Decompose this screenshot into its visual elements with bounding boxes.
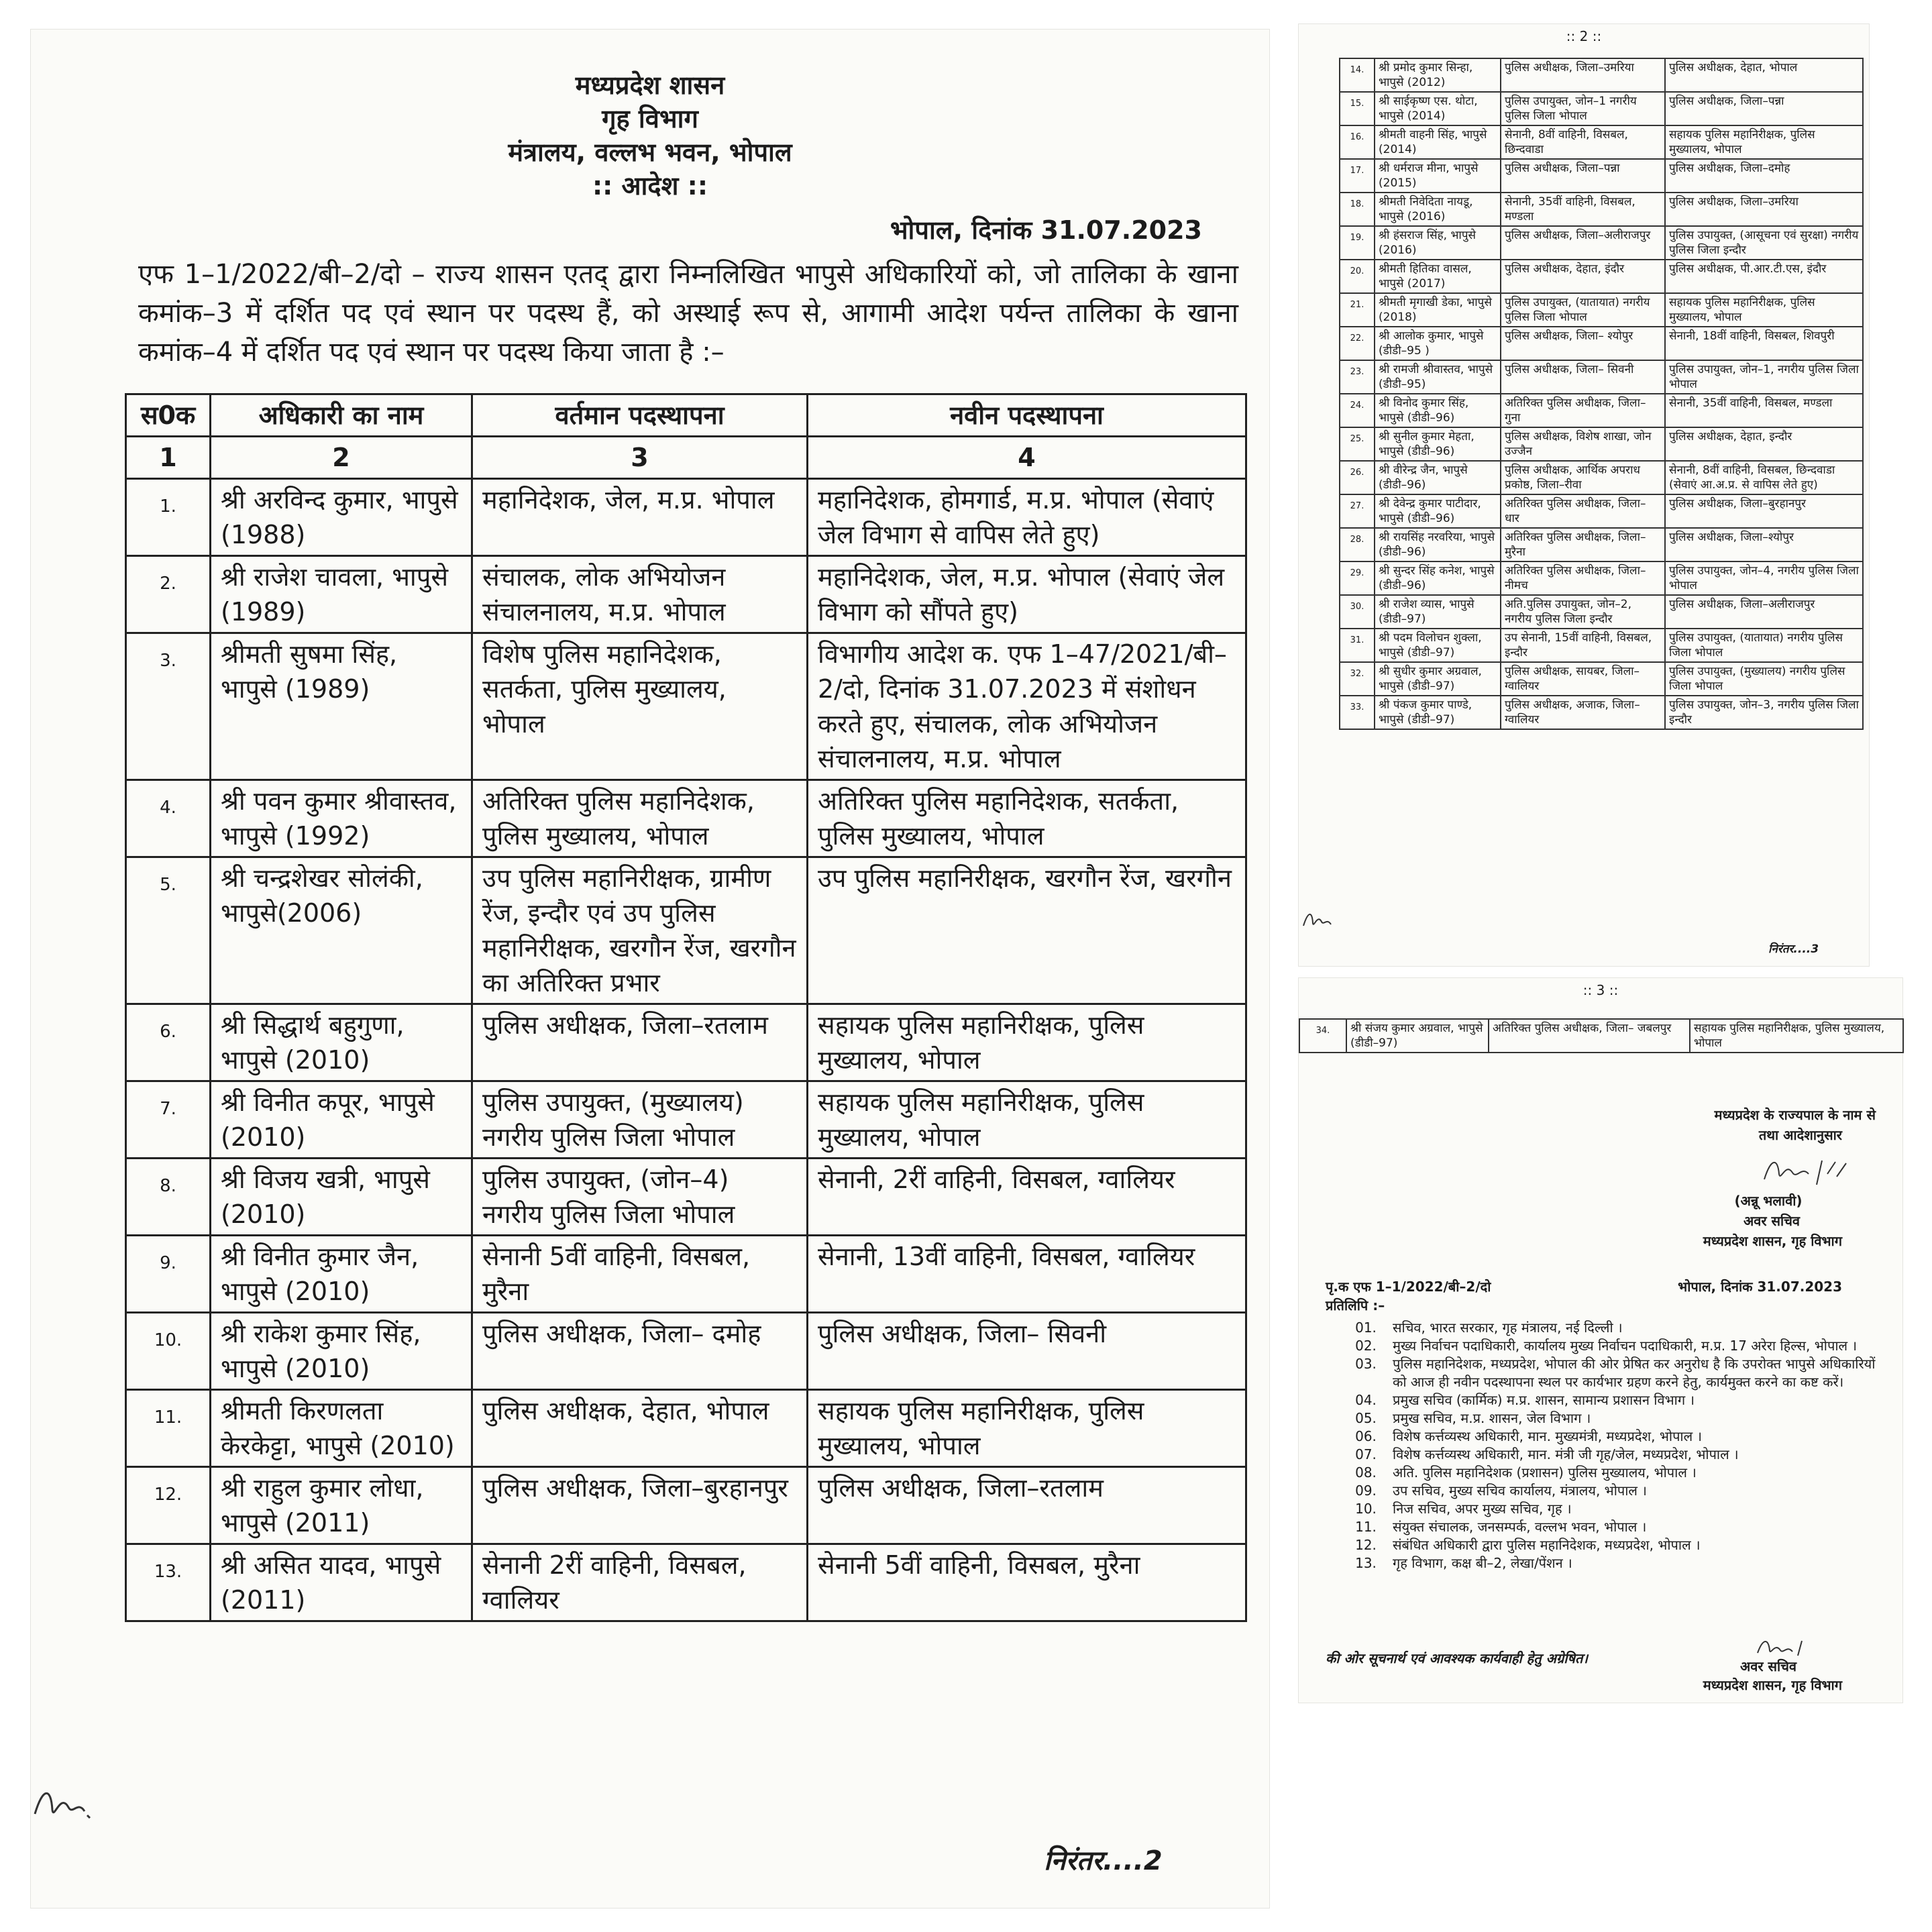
current-posting: संचालक, लोक अभियोजन संचालनालय, म.प्र. भोपाल xyxy=(472,556,808,633)
new-posting: सेनानी 5वीं वाहिनी, विसबल, मुरैना xyxy=(808,1544,1246,1621)
current-posting: पुलिस अधीक्षक, जिला–पन्ना xyxy=(1501,159,1665,193)
officer-name: श्री आलोक कुमार, भापुसे (डीडी–95 ) xyxy=(1375,327,1501,360)
table-row xyxy=(1340,92,1863,125)
row-serial: 26. xyxy=(1340,461,1375,494)
new-posting: पुलिस अधीक्षक, जिला–उमरिया xyxy=(1665,193,1863,226)
list-item xyxy=(1339,1500,1889,1518)
col-head-new-posting: नवीन पदस्थापना xyxy=(808,394,1246,437)
table-row xyxy=(1340,193,1863,226)
new-posting: सहायक पुलिस महानिरीक्षक, पुलिस मुख्यालय, भोपाल xyxy=(808,1081,1246,1159)
header-order-title: :: आदेश :: xyxy=(592,171,708,201)
current-posting: पुलिस अधीक्षक, अजाक, जिला–ग्वालियर xyxy=(1501,696,1665,729)
posting-table-page-2 xyxy=(1339,58,1864,730)
continued-marker: निरंतर....2 xyxy=(1044,1845,1163,1876)
col-head-current-posting: वर्तमान पदस्थापना xyxy=(472,394,808,437)
list-item-number: 12. xyxy=(1355,1537,1377,1553)
current-posting: अतिरिक्त पुलिस महानिदेशक, पुलिस मुख्यालय, भोपाल xyxy=(472,780,808,857)
order-page-2 xyxy=(1299,24,1869,966)
current-posting: पुलिस अधीक्षक, जिला–अलीराजपुर xyxy=(1501,226,1665,260)
list-item-text: संयुक्त संचालक, जनसम्पर्क, वल्लभ भवन, भोपाल । xyxy=(1393,1519,1647,1535)
current-posting: सेनानी 2रीं वाहिनी, विसबल, ग्वालियर xyxy=(472,1544,808,1621)
header-address: मंत्रालय, वल्लभ भवन, भोपाल xyxy=(508,138,792,167)
table-row xyxy=(1340,360,1863,394)
current-posting: अतिरिक्त पुलिस अधीक्षक, जिला– जबलपुर xyxy=(1489,1019,1690,1053)
list-item-number: 13. xyxy=(1355,1555,1377,1571)
governor-line-2: तथा आदेशानुसार xyxy=(1758,1127,1842,1143)
new-posting: सहायक पुलिस महानिरीक्षक, पुलिस मुख्यालय, भोपाल xyxy=(1665,125,1863,159)
officer-name: श्री विनोद कुमार सिंह, भापुसे (डीडी–96) xyxy=(1375,394,1501,427)
list-item-text: मुख्य निर्वाचन पदाधिकारी, कार्यालय मुख्य निर्वाचन पदाधिकारी, म.प्र. 17 अरेरा हिल्स, भोपाल । xyxy=(1393,1338,1858,1354)
signature-icon xyxy=(1762,1154,1862,1190)
col-number: 4 xyxy=(808,437,1246,479)
table-row xyxy=(126,1081,1246,1159)
table-row xyxy=(126,556,1246,633)
new-posting: अतिरिक्त पुलिस महानिदेशक, सतर्कता, पुलिस मुख्यालय, भोपाल xyxy=(808,780,1246,857)
header-state: मध्यप्रदेश शासन xyxy=(575,70,725,100)
signer-name: (अन्नू भलावी) xyxy=(1734,1193,1803,1209)
row-serial: 10. xyxy=(126,1313,211,1390)
table-row xyxy=(1340,629,1863,662)
initials-signature-icon xyxy=(1301,908,1339,935)
current-posting: अतिरिक्त पुलिस अधीक्षक, जिला– गुना xyxy=(1501,394,1665,427)
table-row xyxy=(1340,494,1863,528)
row-serial: 32. xyxy=(1340,662,1375,696)
list-item-number: 02. xyxy=(1355,1338,1377,1354)
current-posting: सेनानी, 8वीं वाहिनी, विसबल, छिन्दवाडा xyxy=(1501,125,1665,159)
list-item-text: गृह विभाग, कक्ष बी–2, लेखा/पेंशन । xyxy=(1393,1555,1572,1571)
row-serial: 31. xyxy=(1340,629,1375,662)
list-item-text: प्रमुख सचिव (कार्मिक) म.प्र. शासन, सामान्य प्रशासन विभाग । xyxy=(1393,1392,1695,1408)
row-serial: 23. xyxy=(1340,360,1375,394)
list-item xyxy=(1339,1409,1889,1428)
list-item-text: उप सचिव, मुख्य सचिव कार्यालय, मंत्रालय, भोपाल । xyxy=(1393,1483,1647,1499)
signer-department: मध्यप्रदेश शासन, गृह विभाग xyxy=(1703,1233,1842,1249)
list-item xyxy=(1339,1319,1889,1337)
col-head-officer-name: अधिकारी का नाम xyxy=(211,394,472,437)
officer-name: श्री चन्द्रशेखर सोलंकी, भापुसे(2006) xyxy=(211,857,472,1004)
officer-name: श्री पदम विलोचन शुक्ला, भापुसे (डीडी–97) xyxy=(1375,629,1501,662)
continued-marker: निरंतर....3 xyxy=(1768,943,1819,956)
copy-to-label: प्रतिलिपि :– xyxy=(1326,1297,1385,1313)
officer-name: श्री विनीत कुमार जैन, भापुसे (2010) xyxy=(211,1236,472,1313)
table-row xyxy=(126,1004,1246,1081)
list-item-number: 01. xyxy=(1355,1320,1377,1336)
list-item-text: निज सचिव, अपर मुख्य सचिव, गृह । xyxy=(1393,1501,1572,1517)
table-row xyxy=(1340,58,1863,92)
table-row xyxy=(1340,260,1863,293)
officer-name: श्री सिद्धार्थ बहुगुणा, भापुसे (2010) xyxy=(211,1004,472,1081)
table-row xyxy=(126,857,1246,1004)
order-page-3 xyxy=(1299,978,1902,1703)
row-serial: 16. xyxy=(1340,125,1375,159)
officer-name: श्री वीरेन्द्र जैन, भापुसे (डीडी–96) xyxy=(1375,461,1501,494)
list-item xyxy=(1339,1337,1889,1355)
table-row xyxy=(126,1390,1246,1467)
new-posting: पुलिस अधीक्षक, पी.आर.टी.एस, इंदौर xyxy=(1665,260,1863,293)
new-posting: पुलिस अधीक्षक, जिला–रतलाम xyxy=(808,1467,1246,1544)
table-row xyxy=(126,1313,1246,1390)
officer-name: श्री राजेश चावला, भापुसे (1989) xyxy=(211,556,472,633)
row-serial: 20. xyxy=(1340,260,1375,293)
current-posting: पुलिस अधीक्षक, आर्थिक अपराध प्रकोष्ठ, जिला–रीवा xyxy=(1501,461,1665,494)
current-posting: उप पुलिस महानिरीक्षक, ग्रामीण रेंज, इन्दौर एवं उप पुलिस महानिरीक्षक, खरगौन रेंज, खरगौन का अतिरिक्त प्रभार xyxy=(472,857,808,1004)
new-posting: सेनानी, 35वीं वाहिनी, विसबल, मण्डला xyxy=(1665,394,1863,427)
table-row xyxy=(1340,595,1863,629)
officer-name: श्री सुन्दर सिंह कनेश, भापुसे (डीडी–96) xyxy=(1375,561,1501,595)
table-row xyxy=(126,633,1246,780)
row-serial: 9. xyxy=(126,1236,211,1313)
signer-department-2: मध्यप्रदेश शासन, गृह विभाग xyxy=(1703,1677,1842,1693)
table-row xyxy=(1340,561,1863,595)
new-posting: महानिदेशक, होमगार्ड, म.प्र. भोपाल (सेवाएं जेल विभाग से वापिस लेते हुए) xyxy=(808,479,1246,556)
new-posting: पुलिस अधीक्षक, देहात, इन्दौर xyxy=(1665,427,1863,461)
table-row xyxy=(126,1236,1246,1313)
governor-line-1: मध्यप्रदेश के राज्यपाल के नाम से xyxy=(1714,1107,1876,1123)
officer-name: श्री रामजी श्रीवास्तव, भापुसे (डीडी–95) xyxy=(1375,360,1501,394)
new-posting: महानिदेशक, जेल, म.प्र. भोपाल (सेवाएं जेल विभाग को सौंपते हुए) xyxy=(808,556,1246,633)
current-posting: विशेष पुलिस महानिदेशक, सतर्कता, पुलिस मुख्यालय, भोपाल xyxy=(472,633,808,780)
current-posting: अति.पुलिस उपायुक्त, जोन–2, नगरीय पुलिस जिला इन्दौर xyxy=(1501,595,1665,629)
officer-name: श्री रायसिंह नरवरिया, भापुसे (डीडी–96) xyxy=(1375,528,1501,561)
list-item xyxy=(1339,1536,1889,1554)
row-serial: 18. xyxy=(1340,193,1375,226)
list-item xyxy=(1339,1355,1889,1391)
list-item xyxy=(1339,1518,1889,1536)
posting-table-page-1 xyxy=(125,393,1247,1622)
list-item xyxy=(1339,1554,1889,1572)
row-serial: 7. xyxy=(126,1081,211,1159)
new-posting: पुलिस उपायुक्त, (यातायात) नगरीय पुलिस जिला भोपाल xyxy=(1665,629,1863,662)
new-posting: पुलिस उपायुक्त, जोन–4, नगरीय पुलिस जिला भोपाल xyxy=(1665,561,1863,595)
new-posting: पुलिस अधीक्षक, देहात, भोपाल xyxy=(1665,58,1863,92)
list-item-text: विशेष कर्त्तव्यस्थ अधिकारी, मान. मुख्यमंत्री, मध्यप्रदेश, भोपाल । xyxy=(1393,1428,1703,1444)
list-item-number: 09. xyxy=(1355,1483,1377,1499)
officer-name: श्रीमती मृगाखी डेका, भापुसे (2018) xyxy=(1375,293,1501,327)
current-posting: उप सेनानी, 15वीं वाहिनी, विसबल, इन्दौर xyxy=(1501,629,1665,662)
row-serial: 29. xyxy=(1340,561,1375,595)
new-posting: सेनानी, 18वीं वाहिनी, विसबल, शिवपुरी xyxy=(1665,327,1863,360)
row-serial: 13. xyxy=(126,1544,211,1621)
list-item-text: सचिव, भारत सरकार, गृह मंत्रालय, नई दिल्ली । xyxy=(1393,1320,1623,1336)
current-posting: पुलिस अधीक्षक, जिला–उमरिया xyxy=(1501,58,1665,92)
new-posting: सेनानी, 2रीं वाहिनी, विसबल, ग्वालियर xyxy=(808,1159,1246,1236)
officer-name: श्री सुनील कुमार मेहता, भापुसे (डीडी–96) xyxy=(1375,427,1501,461)
new-posting: पुलिस अधीक्षक, जिला–श्योपुर xyxy=(1665,528,1863,561)
header-department: गृह विभाग xyxy=(602,104,698,133)
list-item-number: 08. xyxy=(1355,1464,1377,1481)
row-serial: 5. xyxy=(126,857,211,1004)
table-row xyxy=(126,1467,1246,1544)
new-posting: पुलिस उपायुक्त, (आसूचना एवं सुरक्षा) नगरीय पुलिस जिला इन्दौर xyxy=(1665,226,1863,260)
row-serial: 25. xyxy=(1340,427,1375,461)
officer-name: श्री असित यादव, भापुसे (2011) xyxy=(211,1544,472,1621)
officer-name: श्री प्रमोद कुमार सिन्हा, भापुसे (2012) xyxy=(1375,58,1501,92)
row-serial: 15. xyxy=(1340,92,1375,125)
endorsement-date: भोपाल, दिनांक 31.07.2023 xyxy=(1678,1279,1842,1295)
table-row xyxy=(1340,427,1863,461)
officer-name: श्री सुधीर कुमार अग्रवाल, भापुसे (डीडी–97) xyxy=(1375,662,1501,696)
row-serial: 1. xyxy=(126,479,211,556)
new-posting: सेनानी, 13वीं वाहिनी, विसबल, ग्वालियर xyxy=(808,1236,1246,1313)
table-row xyxy=(1340,159,1863,193)
list-item-text: संबंधित अधिकारी द्वारा पुलिस महानिदेशक, मध्यप्रदेश, भोपाल । xyxy=(1393,1537,1701,1553)
row-serial: 14. xyxy=(1340,58,1375,92)
row-serial: 22. xyxy=(1340,327,1375,360)
row-serial: 34. xyxy=(1299,1019,1346,1053)
current-posting: पुलिस अधीक्षक, जिला–रतलाम xyxy=(472,1004,808,1081)
new-posting: सहायक पुलिस महानिरीक्षक, पुलिस मुख्यालय, भोपाल xyxy=(808,1390,1246,1467)
posting-table-page-3 xyxy=(1299,1018,1904,1053)
officer-name: श्री राकेश कुमार सिंह, भापुसे (2010) xyxy=(211,1313,472,1390)
page-number: :: 2 :: xyxy=(1566,28,1602,44)
officer-name: श्री राजेश व्यास, भापुसे (डीडी–97) xyxy=(1375,595,1501,629)
list-item-text: प्रमुख सचिव, म.प्र. शासन, जेल विभाग । xyxy=(1393,1410,1591,1426)
signer-post-2: अवर सचिव xyxy=(1739,1658,1797,1674)
table-row xyxy=(1340,662,1863,696)
list-item xyxy=(1339,1391,1889,1409)
current-posting: पुलिस उपायुक्त, (यातायात) नगरीय पुलिस जिला भोपाल xyxy=(1501,293,1665,327)
officer-name: श्रीमती वाहनी सिंह, भापुसे (2014) xyxy=(1375,125,1501,159)
current-posting: अतिरिक्त पुलिस अधीक्षक, जिला– मुरैना xyxy=(1501,528,1665,561)
table-row xyxy=(1340,461,1863,494)
officer-name: श्रीमती किरणलता केरकेट्टा, भापुसे (2010) xyxy=(211,1390,472,1467)
current-posting: सेनानी, 35वीं वाहिनी, विसबल, मण्डला xyxy=(1501,193,1665,226)
current-posting: पुलिस अधीक्षक, सायबर, जिला–ग्वालियर xyxy=(1501,662,1665,696)
new-posting: विभागीय आदेश क. एफ 1–47/2021/बी–2/दो, दिनांक 31.07.2023 में संशोधन करते हुए, संचालक, लोक अभियोजन संचालनालय, म.प्र. भोपाल xyxy=(808,633,1246,780)
row-serial: 21. xyxy=(1340,293,1375,327)
table-row xyxy=(126,1544,1246,1621)
table-row xyxy=(1340,327,1863,360)
row-serial: 28. xyxy=(1340,528,1375,561)
officer-name: श्री विजय खत्री, भापुसे (2010) xyxy=(211,1159,472,1236)
current-posting: पुलिस उपायुक्त, (जोन–4) नगरीय पुलिस जिला भोपाल xyxy=(472,1159,808,1236)
page-number: :: 3 :: xyxy=(1582,982,1619,998)
row-serial: 12. xyxy=(126,1467,211,1544)
table-row xyxy=(1340,293,1863,327)
new-posting: पुलिस अधीक्षक, जिला– सिवनी xyxy=(808,1313,1246,1390)
new-posting: पुलिस अधीक्षक, जिला–पन्ना xyxy=(1665,92,1863,125)
list-item xyxy=(1339,1446,1889,1464)
list-item xyxy=(1339,1464,1889,1482)
table-column-number-row xyxy=(126,437,1246,479)
officer-name: श्री पवन कुमार श्रीवास्तव, भापुसे (1992) xyxy=(211,780,472,857)
table-row xyxy=(126,479,1246,556)
list-item xyxy=(1339,1482,1889,1500)
col-number: 3 xyxy=(472,437,808,479)
row-serial: 33. xyxy=(1340,696,1375,729)
table-row xyxy=(1340,696,1863,729)
current-posting: पुलिस उपायुक्त, (मुख्यालय) नगरीय पुलिस जिला भोपाल xyxy=(472,1081,808,1159)
new-posting: सेनानी, 8वीं वाहिनी, विसबल, छिन्दवाडा (सेवाएं आ.अ.प्र. से वापिस लेते हुए) xyxy=(1665,461,1863,494)
officer-name: श्री अरविन्द कुमार, भापुसे (1988) xyxy=(211,479,472,556)
col-number: 2 xyxy=(211,437,472,479)
list-item-number: 11. xyxy=(1355,1519,1377,1535)
col-number: 1 xyxy=(126,437,211,479)
list-item-number: 05. xyxy=(1355,1410,1377,1426)
current-posting: महानिदेशक, जेल, म.प्र. भोपाल xyxy=(472,479,808,556)
copy-to-list xyxy=(1339,1319,1889,1572)
signer-post: अवर सचिव xyxy=(1743,1213,1801,1229)
officer-name: श्रीमती निवेदिता नायडू, भापुसे (2016) xyxy=(1375,193,1501,226)
order-date: भोपाल, दिनांक 31.07.2023 xyxy=(890,215,1202,245)
new-posting: पुलिस अधीक्षक, जिला–बुरहानपुर xyxy=(1665,494,1863,528)
officer-name: श्री देवेन्द्र कुमार पाटीदार, भापुसे (डीडी–96) xyxy=(1375,494,1501,528)
list-item-text: पुलिस महानिदेशक, मध्यप्रदेश, भोपाल की ओर प्रेषित कर अनुरोध है कि उपरोक्त भापुसे अधिकारियों को आज ही नवीन पदस्थापना स्थल पर कार्यभार ग्रहण करने हेतु, कार्यमुक्त करने का कष्ट करें। xyxy=(1393,1356,1876,1390)
order-intro-paragraph: एफ 1–1/2022/बी–2/दो – राज्य शासन एतद् द्वारा निम्नलिखित भापुसे अधिकारियों को, जो तालिका के खाना कमांक–3 में दर्शित पद एवं स्थान पर पदस्थ हैं, को अस्थाई रूप से, आगामी आदेश पर्यन्त तालिका के खाना कमांक–4 में दर्शित पद एवं स्थान पर पदस्थ किया जाता है :– xyxy=(138,259,1238,368)
endorsement-ref-no: पृ.क एफ 1–1/2022/बी–2/दो xyxy=(1326,1279,1491,1295)
list-item-number: 07. xyxy=(1355,1446,1377,1462)
row-serial: 27. xyxy=(1340,494,1375,528)
new-posting: पुलिस उपायुक्त, (मुख्यालय) नगरीय पुलिस जिला भोपाल xyxy=(1665,662,1863,696)
table-row xyxy=(1340,125,1863,159)
officer-name: श्री राहुल कुमार लोधा, भापुसे (2011) xyxy=(211,1467,472,1544)
row-serial: 24. xyxy=(1340,394,1375,427)
row-serial: 4. xyxy=(126,780,211,857)
list-item xyxy=(1339,1428,1889,1446)
table-row xyxy=(126,1159,1246,1236)
row-serial: 3. xyxy=(126,633,211,780)
officer-name: श्री विनीत कपूर, भापुसे (2010) xyxy=(211,1081,472,1159)
row-serial: 11. xyxy=(126,1390,211,1467)
current-posting: अतिरिक्त पुलिस अधीक्षक, जिला– नीमच xyxy=(1501,561,1665,595)
officer-name: श्रीमती हितिका वासल, भापुसे (2017) xyxy=(1375,260,1501,293)
table-row xyxy=(1299,1019,1903,1053)
table-row xyxy=(126,780,1246,857)
new-posting: सहायक पुलिस महानिरीक्षक, पुलिस मुख्यालय, भोपाल xyxy=(1690,1019,1903,1053)
officer-name: श्री संजय कुमार अग्रवाल, भापुसे (डीडी–97) xyxy=(1346,1019,1489,1053)
col-head-serial: स0क xyxy=(126,394,211,437)
list-item-number: 06. xyxy=(1355,1428,1377,1444)
list-item-number: 10. xyxy=(1355,1501,1377,1517)
current-posting: पुलिस अधीक्षक, जिला– सिवनी xyxy=(1501,360,1665,394)
table-header-row xyxy=(126,394,1246,437)
new-posting: पुलिस अधीक्षक, जिला–अलीराजपुर xyxy=(1665,595,1863,629)
list-item-number: 04. xyxy=(1355,1392,1377,1408)
table-row xyxy=(1340,226,1863,260)
new-posting: सहायक पुलिस महानिरीक्षक, पुलिस मुख्यालय, भोपाल xyxy=(1665,293,1863,327)
officer-name: श्री साईकृष्ण एस. थोटा, भापुसे (2014) xyxy=(1375,92,1501,125)
closing-line: की ओर सूचनार्थ एवं आवश्यक कार्यवाही हेतु अग्रेषित। xyxy=(1326,1650,1588,1666)
row-serial: 19. xyxy=(1340,226,1375,260)
list-item-text: अति. पुलिस महानिदेशक (प्रशासन) पुलिस मुख्यालय, भोपाल । xyxy=(1393,1464,1697,1481)
officer-name: श्रीमती सुषमा सिंह, भापुसे (1989) xyxy=(211,633,472,780)
new-posting: सहायक पुलिस महानिरीक्षक, पुलिस मुख्यालय, भोपाल xyxy=(808,1004,1246,1081)
current-posting: पुलिस अधीक्षक, जिला– दमोह xyxy=(472,1313,808,1390)
current-posting: पुलिस अधीक्षक, देहात, भोपाल xyxy=(472,1390,808,1467)
current-posting: पुलिस अधीक्षक, जिला–बुरहानपुर xyxy=(472,1467,808,1544)
row-serial: 8. xyxy=(126,1159,211,1236)
current-posting: पुलिस उपायुक्त, जोन–1 नगरीय पुलिस जिला भोपाल xyxy=(1501,92,1665,125)
initials-signature-icon xyxy=(31,1780,105,1835)
row-serial: 6. xyxy=(126,1004,211,1081)
table-row xyxy=(1340,528,1863,561)
new-posting: पुलिस अधीक्षक, जिला–दमोह xyxy=(1665,159,1863,193)
list-item-text: विशेष कर्त्तव्यस्थ अधिकारी, मान. मंत्री जी गृह/जेल, मध्यप्रदेश, भोपाल । xyxy=(1393,1446,1739,1462)
current-posting: सेनानी 5वीं वाहिनी, विसबल, मुरैना xyxy=(472,1236,808,1313)
officer-name: श्री हंसराज सिंह, भापुसे (2016) xyxy=(1375,226,1501,260)
new-posting: उप पुलिस महानिरीक्षक, खरगौन रेंज, खरगौन xyxy=(808,857,1246,1004)
row-serial: 30. xyxy=(1340,595,1375,629)
new-posting: पुलिस उपायुक्त, जोन–1, नगरीय पुलिस जिला भोपाल xyxy=(1665,360,1863,394)
row-serial: 17. xyxy=(1340,159,1375,193)
list-item-number: 03. xyxy=(1355,1356,1377,1372)
current-posting: पुलिस अधीक्षक, देहात, इंदौर xyxy=(1501,260,1665,293)
order-page-1 xyxy=(31,30,1269,1908)
current-posting: अतिरिक्त पुलिस अधीक्षक, जिला– धार xyxy=(1501,494,1665,528)
officer-name: श्री धर्मराज मीना, भापुसे (2015) xyxy=(1375,159,1501,193)
officer-name: श्री पंकज कुमार पाण्डे, भापुसे (डीडी–97) xyxy=(1375,696,1501,729)
new-posting: पुलिस उपायुक्त, जोन–3, नगरीय पुलिस जिला इन्दौर xyxy=(1665,696,1863,729)
row-serial: 2. xyxy=(126,556,211,633)
current-posting: पुलिस अधीक्षक, विशेष शाखा, जोन उज्जैन xyxy=(1501,427,1665,461)
current-posting: पुलिस अधीक्षक, जिला– श्योपुर xyxy=(1501,327,1665,360)
table-row xyxy=(1340,394,1863,427)
